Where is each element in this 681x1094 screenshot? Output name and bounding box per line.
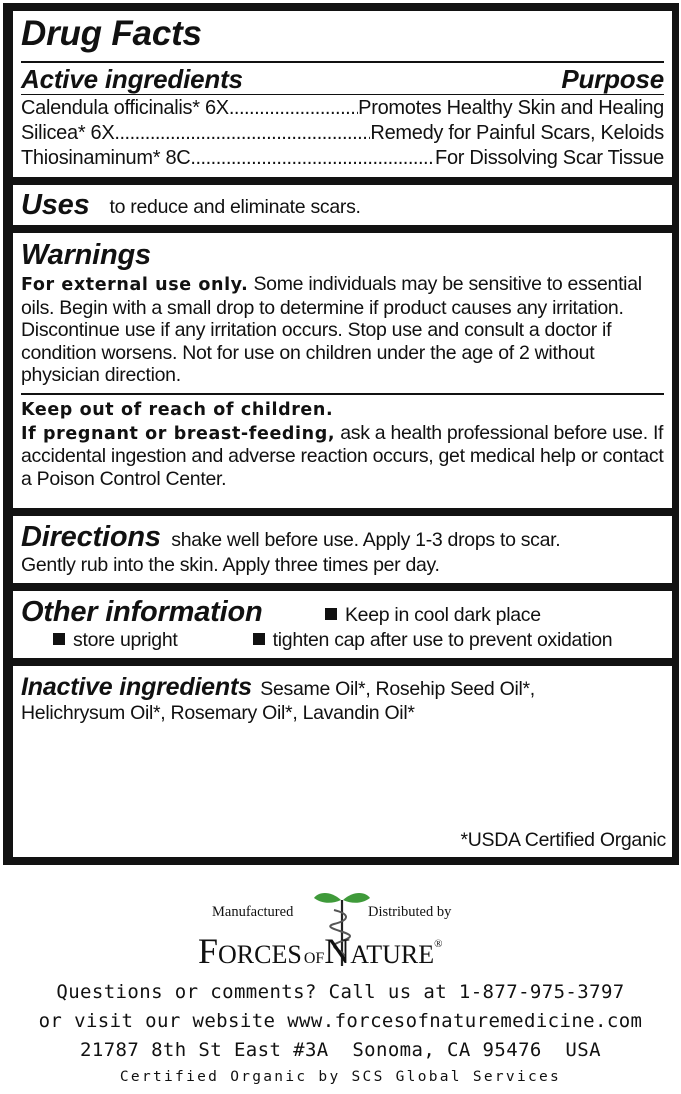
manufactured-label: Manufactured	[212, 904, 294, 920]
ingredient-row	[21, 146, 664, 171]
external-use-text: Some individuals may be sensitive to essential oils. Begin with a small drop to determine if product causes any irritation. Discontinue use if any irritation occurs. Stop use and consult a doctor if condition worsens. Not for use on children under the age of 2 without physician direction.	[21, 273, 642, 386]
square-bullet-icon	[253, 633, 265, 645]
directions-heading: Directions	[21, 521, 161, 553]
square-bullet-icon	[53, 633, 65, 645]
pregnant-text: ask a health professional before use. If accidental ingestion and adverse reaction occurs, get medical help or contact a Poison Control Center.	[21, 421, 664, 490]
left-leaf-icon	[314, 893, 341, 903]
uses-heading: Uses	[21, 188, 90, 221]
inactive-text-line1: Sesame Oil*, Rosehip Seed Oil*,	[260, 678, 535, 700]
purpose-heading: Purpose	[561, 64, 664, 94]
warnings-rule	[21, 393, 664, 395]
inactive-ingredients-heading: Inactive ingredients	[21, 673, 252, 701]
ingredient-purpose: Promotes Healthy Skin and Healing	[358, 97, 664, 119]
title-rule	[21, 61, 664, 63]
page-title: Drug Facts	[21, 14, 202, 53]
ingredient-name: Silicea* 6X	[21, 122, 115, 144]
right-leaf-icon	[343, 893, 370, 903]
contact-line-phone: Questions or comments? Call us at 1-877-975-3797	[56, 981, 625, 1003]
other-item: Keep in cool dark place	[325, 604, 541, 626]
distributed-label: Distributed by	[368, 904, 452, 920]
contact-line-website: or visit our website www.forcesofnaturemedicine.com	[38, 1010, 643, 1032]
organic-footnote: *USDA Certified Organic	[460, 828, 666, 851]
uses-section	[13, 185, 672, 225]
keep-out-of-reach: Keep out of reach of children.	[21, 399, 334, 420]
other-item: tighten cap after use to prevent oxidation	[253, 629, 613, 651]
inactive-text-line2: Helichrysum Oil*, Rosemary Oil*, Lavandin Oil*	[21, 702, 415, 724]
ingredient-purpose: Remedy for Painful Scars, Keloids	[370, 122, 664, 144]
directions-text-line2: Gently rub into the skin. Apply three times per day.	[21, 554, 440, 576]
ingredient-row	[21, 121, 664, 146]
pregnant-paragraph	[21, 422, 664, 491]
other-item: store upright	[53, 629, 178, 651]
ingredient-purpose: For Dissolving Scar Tissue	[435, 147, 664, 169]
directions-section	[13, 516, 672, 583]
pregnant-label: If pregnant or breast-feeding,	[21, 423, 336, 444]
manufacturer-block	[0, 880, 681, 1094]
square-bullet-icon	[325, 608, 337, 620]
heading-rule	[21, 94, 664, 95]
ingredient-row	[21, 96, 664, 121]
drug-facts-panel	[3, 3, 679, 865]
ingredient-name: Calendula officinalis* 6X	[21, 97, 229, 119]
other-information-heading: Other information	[21, 596, 263, 628]
active-ingredients-section	[13, 11, 672, 177]
inactive-ingredients-section	[13, 666, 672, 857]
other-information-section	[13, 591, 672, 658]
external-use-paragraph	[21, 273, 664, 387]
contact-line-address: 21787 8th St East #3A Sonoma, CA 95476 USA	[80, 1039, 601, 1061]
certification-line: Certified Organic by SCS Global Services	[119, 1069, 562, 1085]
active-ingredients-heading: Active ingredients	[21, 64, 243, 94]
ingredient-name: Thiosinaminum* 8C	[21, 147, 191, 169]
warnings-heading: Warnings	[21, 239, 151, 271]
directions-text-line1: shake well before use. Apply 1-3 drops to scar.	[171, 529, 561, 551]
brand-name: FORCES OFNATURE®	[198, 931, 443, 971]
external-use-label: For external use only.	[21, 275, 249, 295]
warnings-section	[13, 233, 672, 508]
uses-text: to reduce and eliminate scars.	[109, 195, 361, 218]
